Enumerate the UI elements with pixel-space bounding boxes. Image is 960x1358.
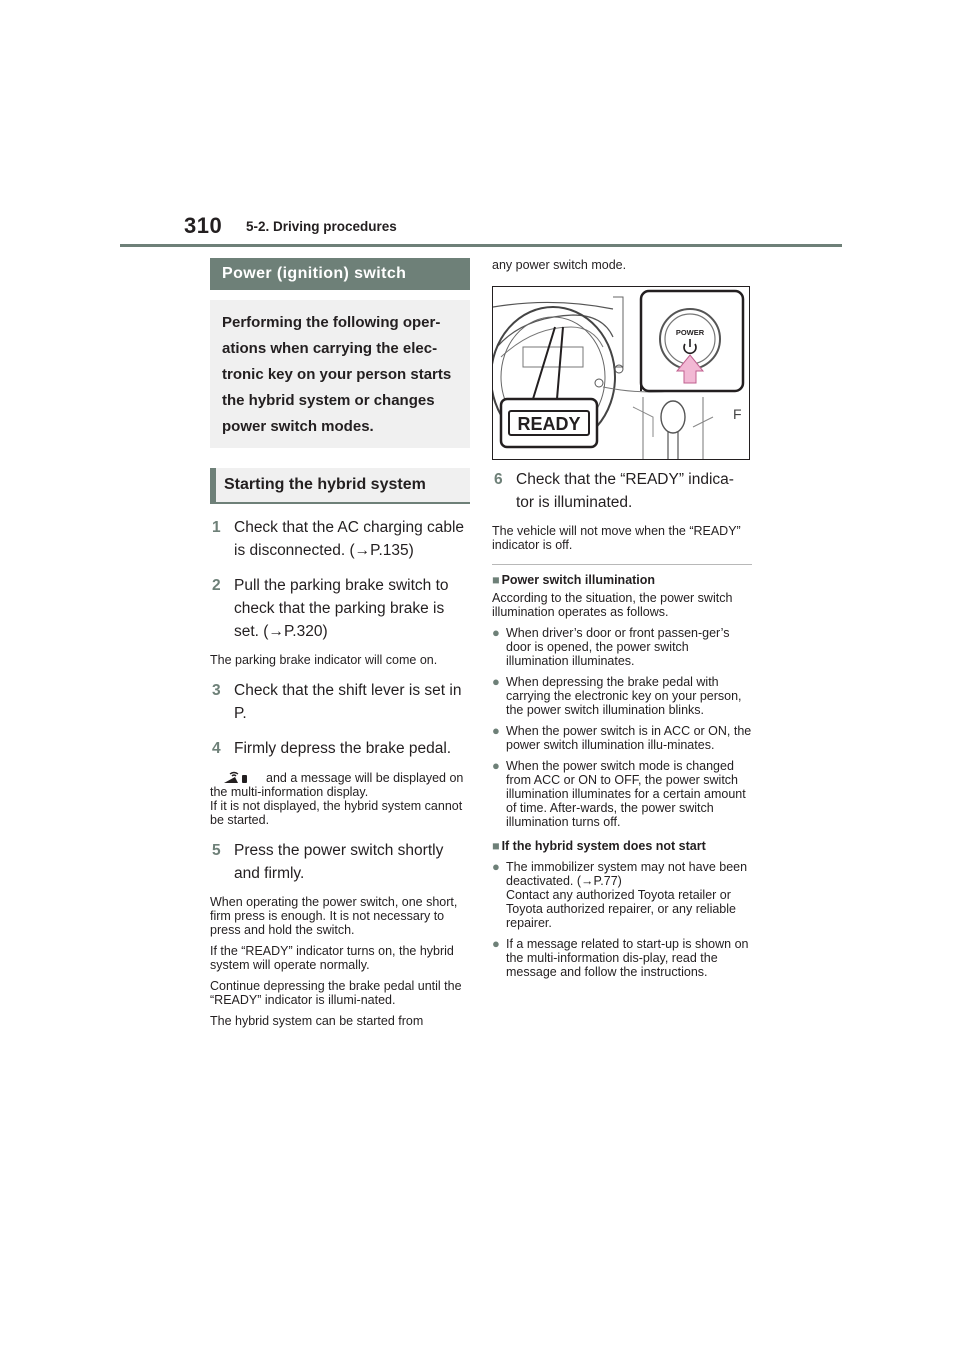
- bullet-text: When the power switch is in ACC or ON, the power switch illumination illu-minates.: [506, 724, 752, 752]
- step-number: 1: [212, 519, 221, 536]
- list-item: [492, 860, 752, 930]
- bullet-text-b: Contact any authorized Toyota retailer or Toyota authorized repairer, or any reliable repairer.: [506, 888, 736, 930]
- f-label: F: [733, 406, 742, 422]
- intro-box: Performing the following oper-ations when carrying the elec-tronic key on your person starts the hybrid system or changes power switch modes.: [210, 300, 470, 448]
- step-number: 4: [212, 740, 221, 757]
- list-item: [492, 937, 752, 979]
- note-text: [210, 770, 470, 827]
- bullet-marker: ●: [492, 936, 500, 951]
- step-text: Check that the AC charging cable is disconnected. (→P.135): [234, 519, 465, 559]
- step-text: Check that the “READY” indica-tor is illuminated.: [516, 471, 734, 511]
- note-text-b: If it is not displayed, the hybrid system cannot be started.: [210, 799, 463, 827]
- step-text: Firmly depress the brake pedal.: [234, 740, 452, 757]
- list-item: [492, 675, 752, 717]
- step-text: Press the power switch shortly and firmly.: [234, 842, 444, 882]
- continuation-text: any power switch mode.: [492, 258, 627, 272]
- header-rule: [120, 244, 842, 247]
- step-6-note: [492, 524, 752, 552]
- step-5: [210, 839, 470, 885]
- power-switch-illustration: [492, 286, 750, 460]
- list-item: [492, 724, 752, 752]
- bullet-text: When driver’s door or front passen-ger’s door is opened, the power switch illumination illuminates.: [506, 626, 730, 668]
- list-item: [492, 759, 752, 829]
- step-6: [492, 468, 752, 514]
- note-text: The parking brake indicator will come on.: [210, 653, 438, 667]
- step-text: Pull the parking brake switch to check that the parking brake is set. (→P.320): [234, 577, 449, 640]
- note-text: Continue depressing the brake pedal until the “READY” indicator is illumi-nated.: [210, 979, 462, 1007]
- bullet-text-a: The immobilizer system may not have been deactivated. (→P.77): [506, 860, 748, 888]
- illumination-intro: According to the situation, the power switch illumination operates as follows.: [492, 591, 733, 619]
- step-4: [210, 737, 470, 760]
- bullet-marker: ●: [492, 723, 500, 738]
- bullet-marker: ●: [492, 674, 500, 689]
- subhead-title: Power switch illumination: [501, 573, 656, 587]
- bullet-text: When the power switch mode is changed from ACC or ON to OFF, the power switch illumination illuminates for a certain amount of time. After-wards, the power switch illumination turns off.: [506, 759, 746, 829]
- step-2-note: [210, 653, 470, 667]
- bullet-marker: ●: [492, 859, 500, 874]
- note-text: The vehicle will not move when the “READY” indicator is off.: [492, 524, 741, 552]
- step-2: [210, 574, 470, 643]
- step-1: [210, 516, 470, 562]
- step-text: Check that the shift lever is set in P.: [234, 682, 462, 722]
- power-label: POWER: [675, 328, 705, 337]
- step-5-notes: [210, 895, 470, 1028]
- left-column: [210, 258, 470, 1035]
- step-3: [210, 679, 470, 725]
- bullet-marker: ●: [492, 758, 500, 773]
- subhead-marker: ■: [492, 839, 500, 853]
- divider: [492, 564, 752, 565]
- dashboard-illustration: [493, 287, 749, 459]
- section-title: 5-2. Driving procedures: [246, 219, 397, 234]
- step-number: 5: [212, 842, 221, 859]
- note-text: The hybrid system can be started from: [210, 1014, 424, 1028]
- right-column: [492, 258, 752, 979]
- list-item: [492, 626, 752, 668]
- page-number: 310: [184, 213, 223, 238]
- step-number: 6: [494, 471, 503, 488]
- subhead-hybrid-not-start: [492, 839, 752, 853]
- bullet-text: When depressing the brake pedal with carrying the electronic key on your person, the power switch illumination blinks.: [506, 675, 742, 717]
- subhead-title: If the hybrid system does not start: [501, 839, 706, 853]
- step-number: 2: [212, 577, 221, 594]
- note-text: If the “READY” indicator turns on, the hybrid system will operate normally.: [210, 944, 454, 972]
- step-4-note: [210, 770, 470, 827]
- bullet-marker: ●: [492, 625, 500, 640]
- subsection-heading: Starting the hybrid system: [210, 468, 470, 504]
- bullet-text: If a message related to start-up is shown on the multi-information dis-play, read the message and follow the instructions.: [506, 937, 749, 979]
- section-heading: Power (ignition) switch: [210, 258, 470, 290]
- ready-label: READY: [517, 414, 581, 434]
- bullet-text: [506, 860, 752, 930]
- note-text-a: and a message will be displayed on the multi-information display.: [210, 771, 464, 799]
- note-text: When operating the power switch, one short, firm press is enough. It is not necessary to press and hold the switch.: [210, 895, 458, 937]
- brake-pedal-key-indicator-icon: [220, 770, 260, 784]
- subhead-power-switch-illumination: [492, 573, 752, 587]
- subhead-marker: ■: [492, 573, 500, 587]
- step-number: 3: [212, 682, 221, 699]
